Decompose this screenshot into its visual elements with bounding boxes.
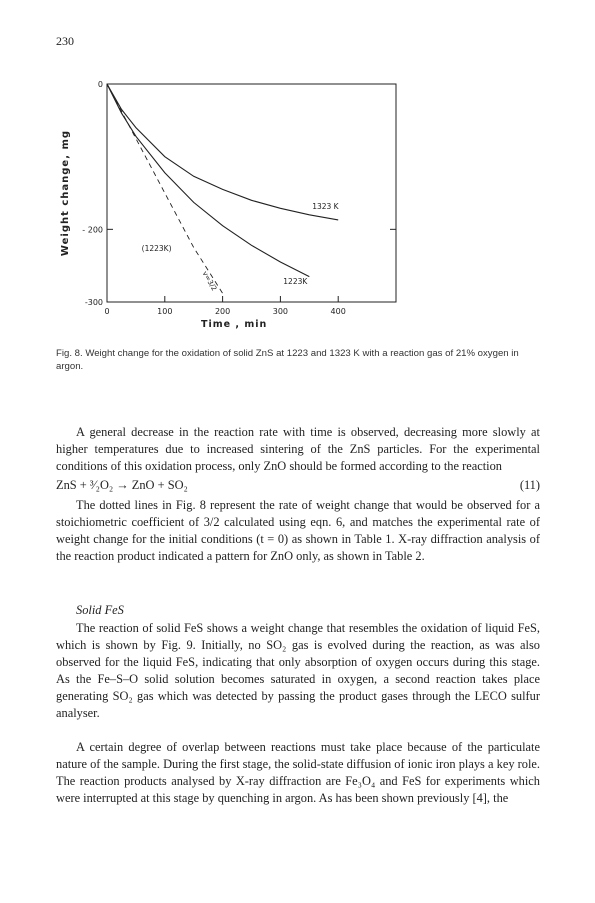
equation-11	[56, 478, 540, 493]
x-tick-label: 0	[104, 307, 110, 316]
annotation-label: 1323 K	[312, 201, 339, 211]
paragraph-2	[56, 497, 540, 565]
paragraph-1	[56, 424, 540, 475]
x-tick-label: 200	[214, 307, 231, 316]
annotation-label: v=3/2	[200, 269, 219, 293]
equation-number: (11)	[519, 478, 540, 492]
paragraph-4-text: A certain degree of overlap between reactions must take place because of the particulate nature of the sample. During the first stage, the solid-state diffusion of ionic iron plays a key role. The reaction products analysed by X-ray diffraction are Fe₃O₄ and FeS for experiments which were interrupted at this stage by quenching in argon. As has been shown previously [4], the	[56, 740, 540, 805]
plot-frame	[107, 84, 396, 302]
figure-caption: Fig. 8. Weight change for the oxidation of solid ZnS at 1223 and 1323 K with a reaction gas of 21% oxygen in argon.	[56, 348, 519, 372]
paragraph-3	[56, 620, 540, 721]
paragraph-2-text: The dotted lines in Fig. 8 represent the rate of weight change that would be observed for a stoichiometric coefficient of 3/2 calculated using eqn. 6, and matches the experimental rate of weight change for the initial conditions (t = 0) as shown in Table 1. X-ray diffraction analysis of the reaction product indicated a pattern for ZnO only, as shown in Table 2.	[56, 498, 540, 563]
series-line-1223k-dashed	[107, 84, 223, 293]
x-tick-label: 100	[157, 307, 173, 316]
y-tick-label: -300	[84, 298, 103, 307]
section-heading: Solid FeS	[76, 603, 124, 617]
figure-8-chart	[56, 76, 416, 344]
series-line-1223k	[107, 84, 309, 277]
chart-axes	[107, 84, 396, 302]
x-tick-label: 300	[272, 307, 289, 316]
annotation-label: (1223K)	[141, 244, 172, 254]
equation-text: ZnS + ³⁄₂O₂ → ZnO + SO₂	[56, 478, 188, 492]
series-line-1323-k	[107, 84, 338, 220]
y-axis-label: Weight change, mg	[60, 129, 71, 257]
paragraph-3-text: The reaction of solid FeS shows a weight change that resembles the oxidation of liquid FeS, which is shown by Fig. 9. Initially, no SO₂ gas is evolved during the reaction, as was also observed for the liquid FeS, indicating that only absorption of oxygen occurs during this stage. As the Fe–S–O solid solution becomes saturated in oxygen, a second reaction takes place generating SO₂ gas which was detected by passing the product gases through the LECO sulfur analyser.	[56, 621, 540, 720]
x-axis-label: Time , min	[201, 319, 268, 330]
y-tick-label: - 200	[82, 225, 103, 235]
page-number: 230	[56, 34, 74, 48]
annotation-label: 1223K	[283, 276, 308, 286]
chart-series	[107, 84, 338, 293]
chart-labels	[60, 80, 346, 330]
y-tick-label: 0	[97, 80, 103, 89]
paragraph-1-text: A general decrease in the reaction rate with time is observed, decreasing more slowly at higher temperatures due to increased sintering of the ZnS particles. For the experimental conditions of this oxidation process, only ZnO should be formed according to the reaction	[56, 425, 540, 473]
paragraph-4	[56, 739, 540, 807]
x-tick-label: 400	[330, 307, 346, 316]
